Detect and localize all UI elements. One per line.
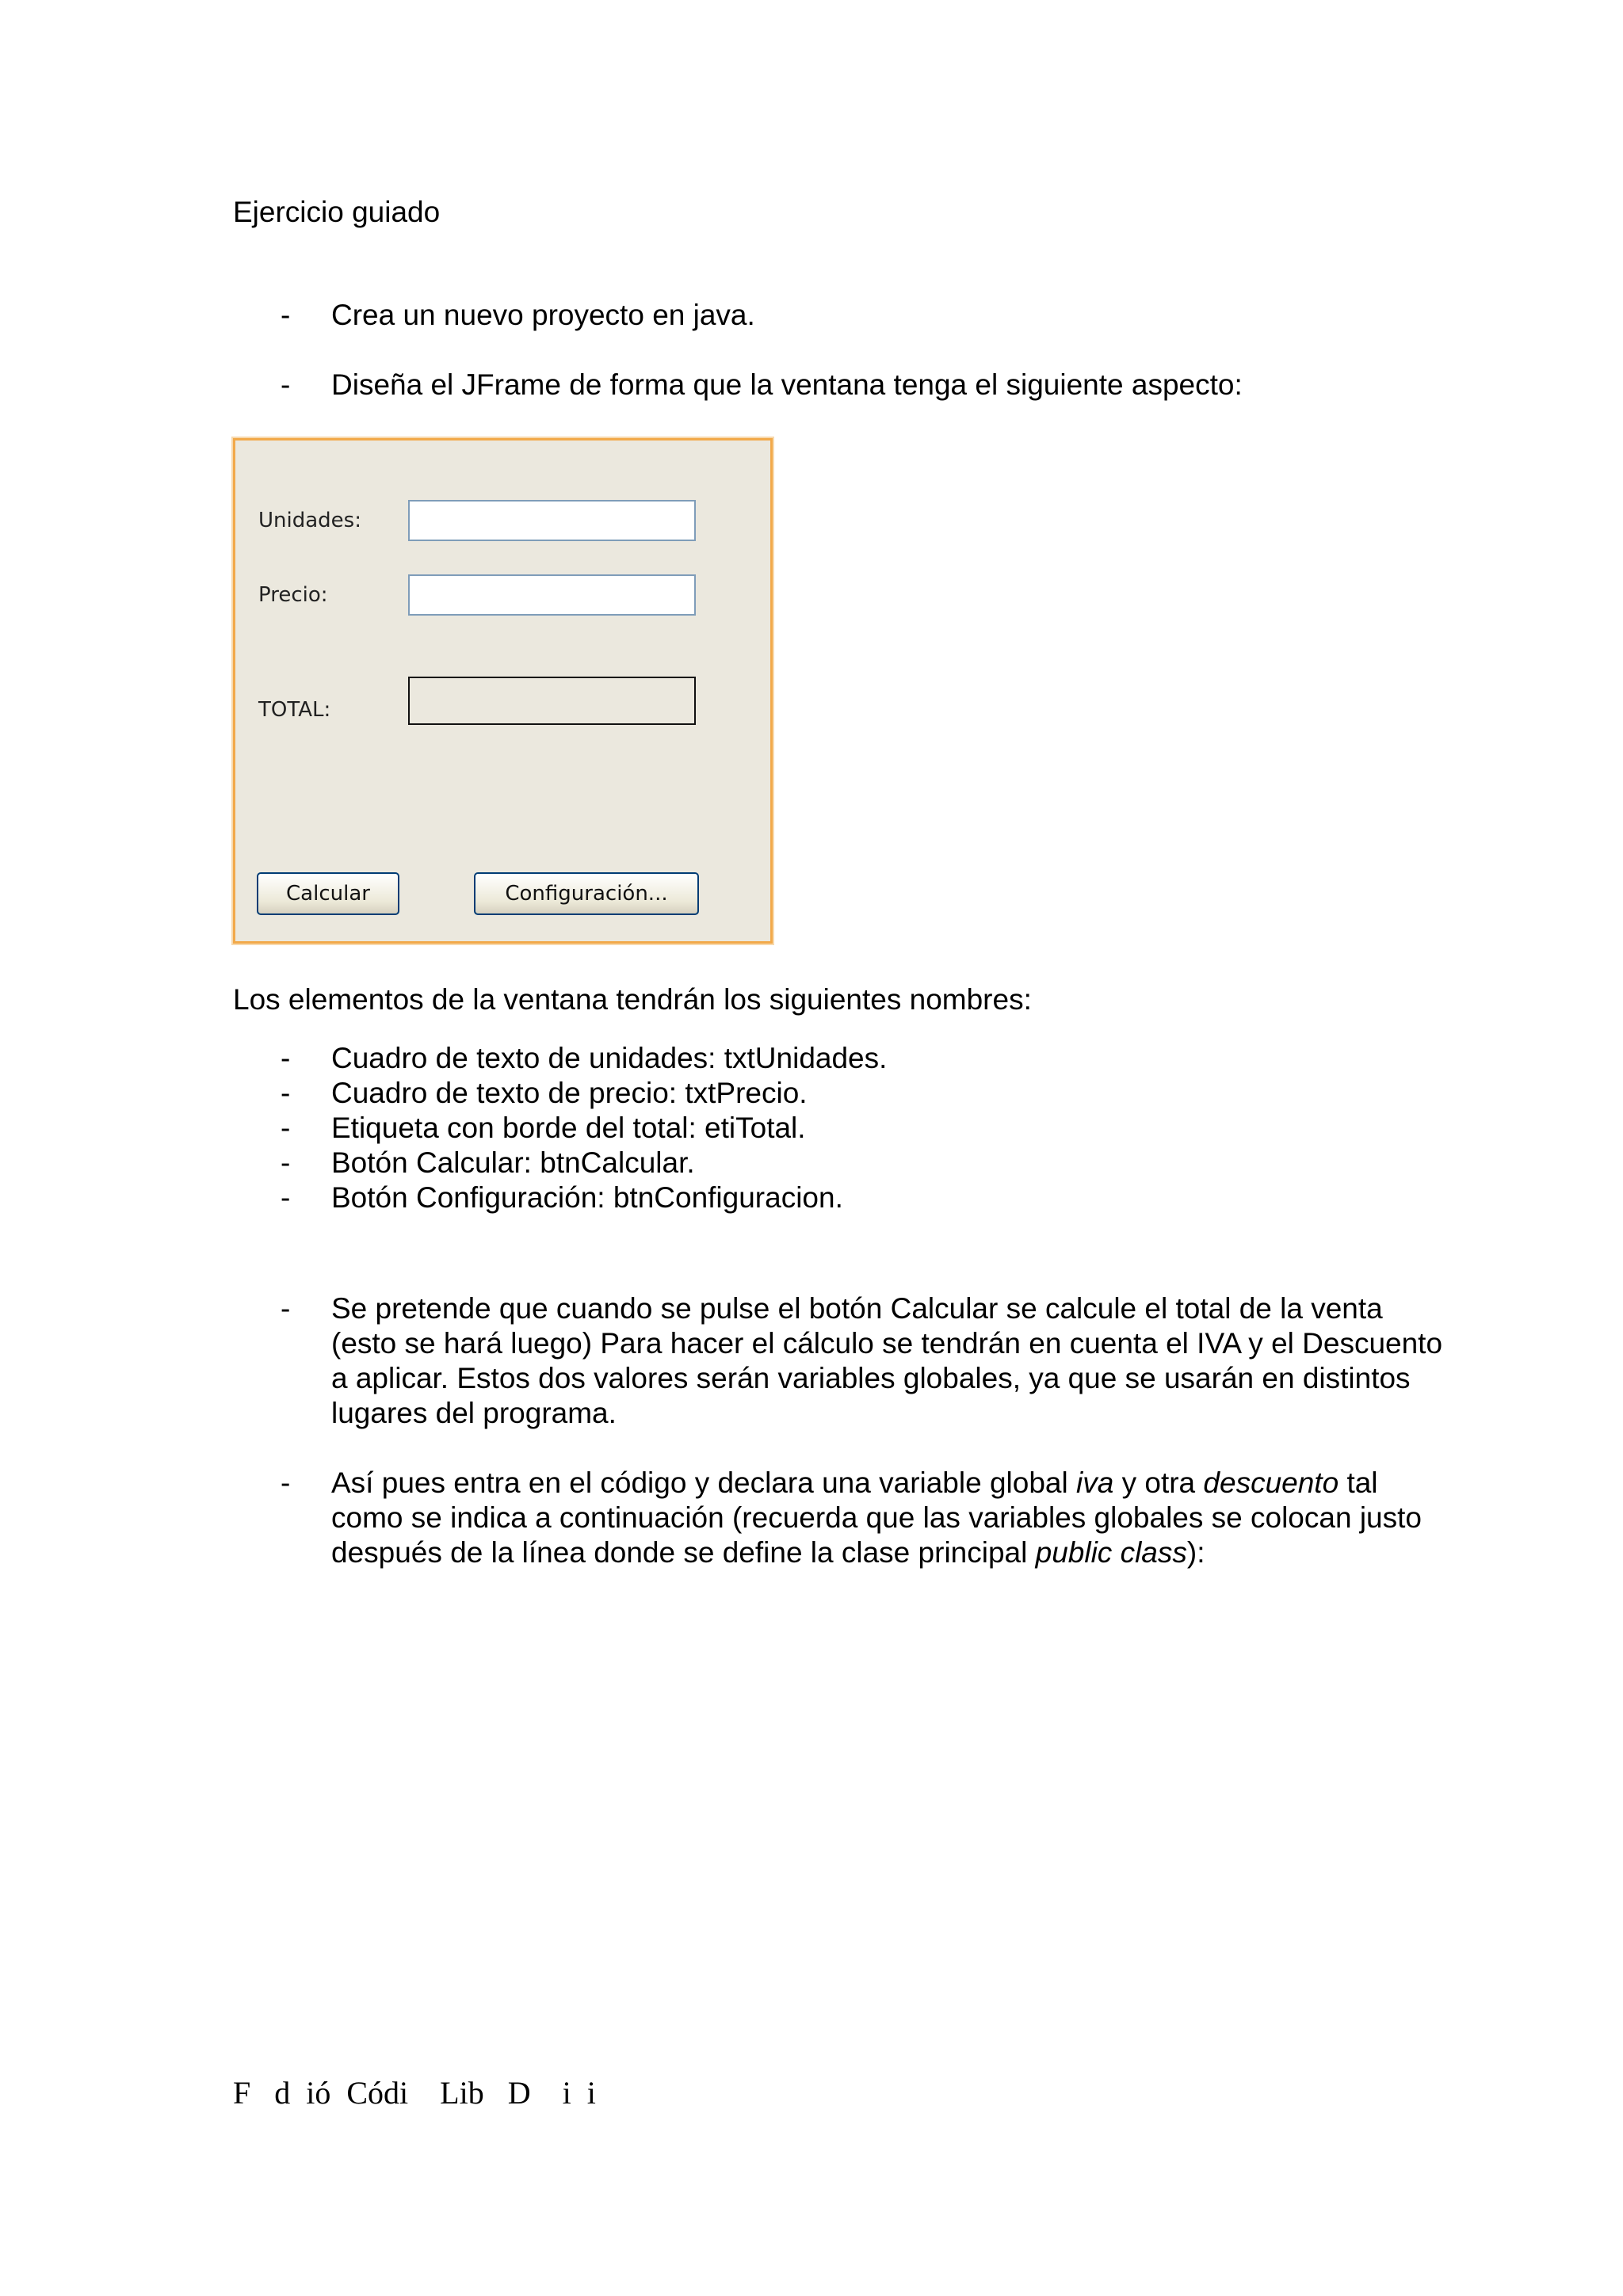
italic-descuento: descuento bbox=[1203, 1466, 1339, 1499]
italic-iva: iva bbox=[1076, 1466, 1114, 1499]
paragraph-calcular bbox=[331, 1291, 1442, 1431]
paragraph-line bbox=[331, 1466, 1422, 1501]
page-footer: F d ió Códi Lib D i i bbox=[233, 2075, 596, 2111]
bullet-dash: - bbox=[281, 1466, 291, 1499]
txt-precio-input bbox=[408, 574, 696, 616]
paragraph-line: Se pretende que cuando se pulse el botón Calcular se calcule el total de la venta bbox=[331, 1292, 1383, 1325]
text-run: y otra bbox=[1113, 1466, 1204, 1499]
names-intro: Los elementos de la ventana tendrán los siguientes nombres: bbox=[233, 983, 1032, 1016]
eti-total-box bbox=[408, 677, 696, 725]
paragraph-line: como se indica a continuación (recuerda que las variables globales se colocan justo bbox=[331, 1501, 1422, 1534]
bullet-dash: - bbox=[281, 1042, 291, 1074]
list-item-text: Cuadro de texto de unidades: txtUnidades. bbox=[331, 1042, 888, 1074]
text-run: ): bbox=[1186, 1536, 1205, 1569]
list-item-text: Cuadro de texto de precio: txtPrecio. bbox=[331, 1077, 808, 1109]
bullet-dash: - bbox=[281, 1112, 291, 1144]
bullet-dash: - bbox=[281, 1077, 291, 1109]
text-run: Así pues entra en el código y declara una variable global bbox=[331, 1466, 1076, 1499]
label-unidades: Unidades: bbox=[258, 509, 361, 532]
paragraph-line bbox=[331, 1535, 1422, 1570]
bullet-dash: - bbox=[281, 368, 291, 401]
bullet-dash: - bbox=[281, 1292, 291, 1325]
text-run: tal bbox=[1338, 1466, 1378, 1499]
calcular-button: Calcular bbox=[257, 872, 399, 915]
list-item-text: Botón Calcular: btnCalcular. bbox=[331, 1146, 695, 1179]
label-total: TOTAL: bbox=[258, 698, 331, 722]
txt-unidades-input bbox=[408, 500, 696, 541]
configuracion-button: Configuración... bbox=[474, 872, 699, 915]
bullet-dash: - bbox=[281, 1181, 291, 1214]
paragraph-line: a aplicar. Estos dos valores serán variables globales, ya que se usarán en distintos bbox=[331, 1362, 1411, 1394]
jframe-window-image bbox=[233, 438, 773, 944]
bullet-dash: - bbox=[281, 299, 291, 331]
step-create-project: Crea un nuevo proyecto en java. bbox=[331, 299, 755, 331]
paragraph-variables bbox=[331, 1466, 1422, 1570]
step-design-jframe: Diseña el JFrame de forma que la ventana tenga el siguiente aspecto: bbox=[331, 368, 1243, 401]
italic-public-class: public class bbox=[1035, 1536, 1187, 1569]
list-item-text: Botón Configuración: btnConfiguracion. bbox=[331, 1181, 843, 1214]
label-precio: Precio: bbox=[258, 583, 328, 607]
heading: Ejercicio guiado bbox=[233, 196, 441, 228]
list-item-text: Etiqueta con borde del total: etiTotal. bbox=[331, 1112, 806, 1144]
paragraph-line: lugares del programa. bbox=[331, 1397, 617, 1429]
text-run: después de la línea donde se define la clase principal bbox=[331, 1536, 1036, 1569]
paragraph-line: (esto se hará luego) Para hacer el cálculo se tendrán en cuenta el IVA y el Descuento bbox=[331, 1327, 1443, 1360]
bullet-dash: - bbox=[281, 1146, 291, 1179]
